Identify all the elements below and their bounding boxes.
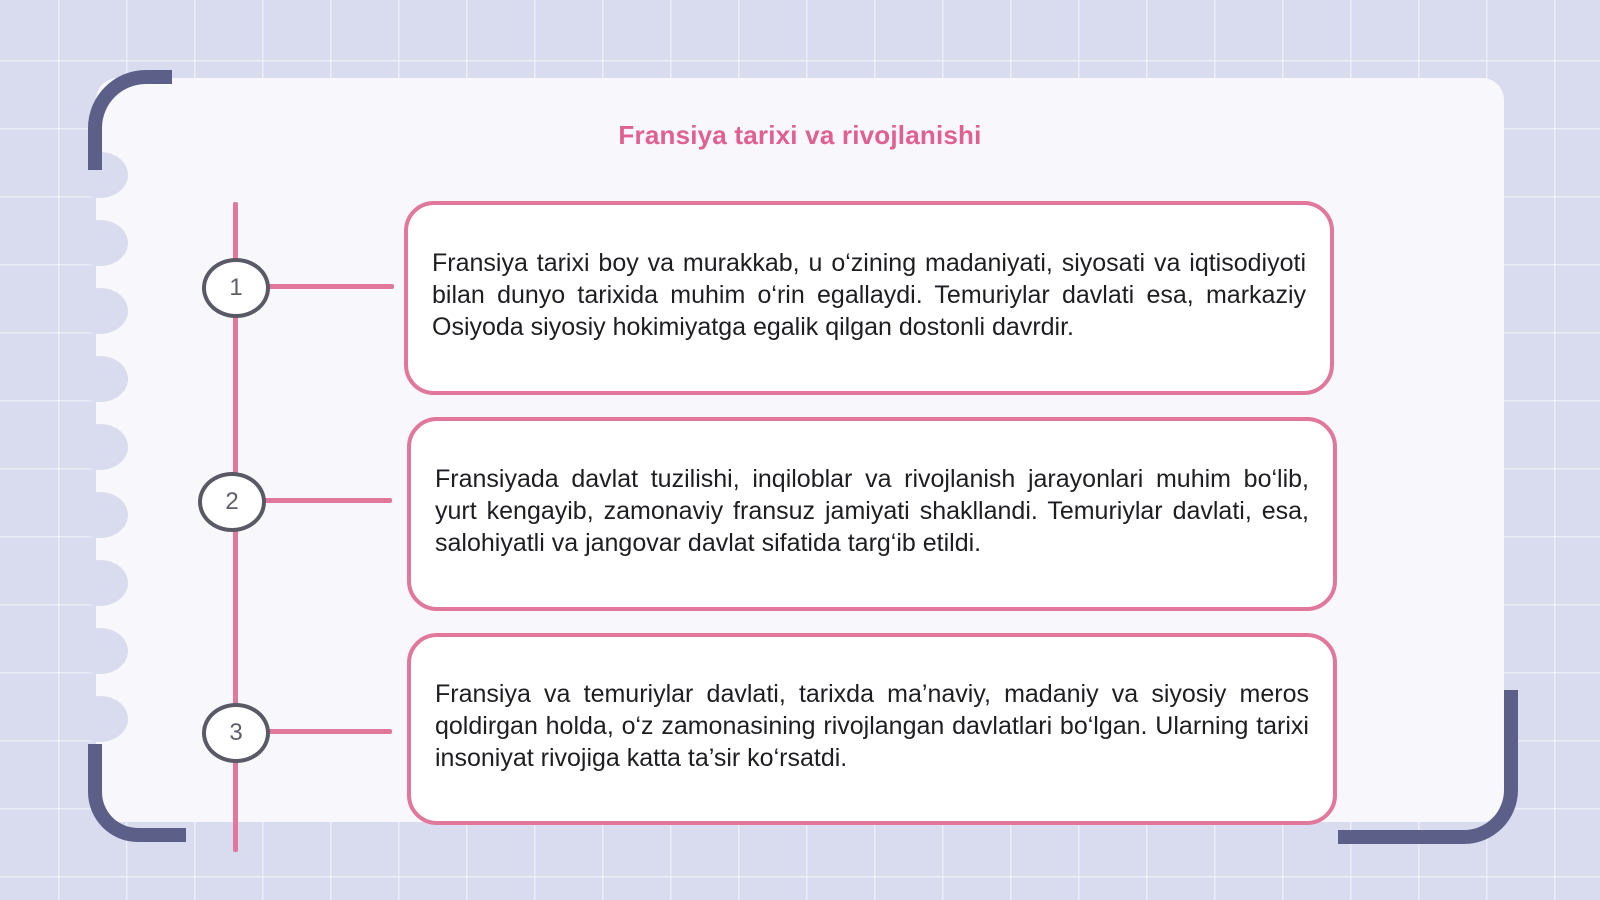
corner-bracket-bottom-right xyxy=(1338,690,1518,844)
step-number-3: 3 xyxy=(202,703,270,763)
binder-scallop xyxy=(72,492,128,538)
content-card-1 xyxy=(404,201,1334,395)
timeline-connector-2 xyxy=(262,498,392,503)
binder-scallop xyxy=(72,560,128,606)
content-card-2 xyxy=(407,417,1337,611)
card-text-3: Fransiya va temuriylar davlati, tarixda ma’naviy, madaniy va siyosiy meros qoldirgan holda, o‘z zamonasining rivojlangan davlatlari bo‘lgan. Ularning tarixi insoniyat rivojiga katta ta’sir ko‘rsatdi. xyxy=(435,680,1309,772)
binder-scallop xyxy=(72,220,128,266)
card-text-2: Fransiyada davlat tuzilishi, inqiloblar va rivojlanish jarayonlari muhim bo‘lib, yurt kengayib, zamonaviy fransuz jamiyati shakllandi. Temuriylar davlati, esa, salohiyatli va jangovar davlat sifatida targ‘ib etildi. xyxy=(435,465,1309,557)
binder-scallop xyxy=(72,288,128,334)
binder-scallop xyxy=(72,696,128,742)
slide-title: Fransiya tarixi va rivojlanishi xyxy=(618,120,982,150)
content-card-3 xyxy=(407,633,1337,825)
step-number-2: 2 xyxy=(198,472,266,532)
timeline-connector-1 xyxy=(266,284,394,289)
binder-scallop xyxy=(72,356,128,402)
timeline-connector-3 xyxy=(266,729,392,734)
card-text-1: Fransiya tarixi boy va murakkab, u o‘zining madaniyati, siyosati va iqtisodiyoti bilan dunyo tarixida muhim o‘rin egallaydi. Temuriylar davlati esa, markaziy Osiyoda siyosiy hokimiyatga egalik qilgan dostonli davrdir. xyxy=(432,249,1306,341)
binder-scallop xyxy=(72,628,128,674)
binder-scallop xyxy=(72,424,128,470)
step-number-1: 1 xyxy=(202,258,270,318)
corner-bracket-bottom-left xyxy=(88,744,186,842)
